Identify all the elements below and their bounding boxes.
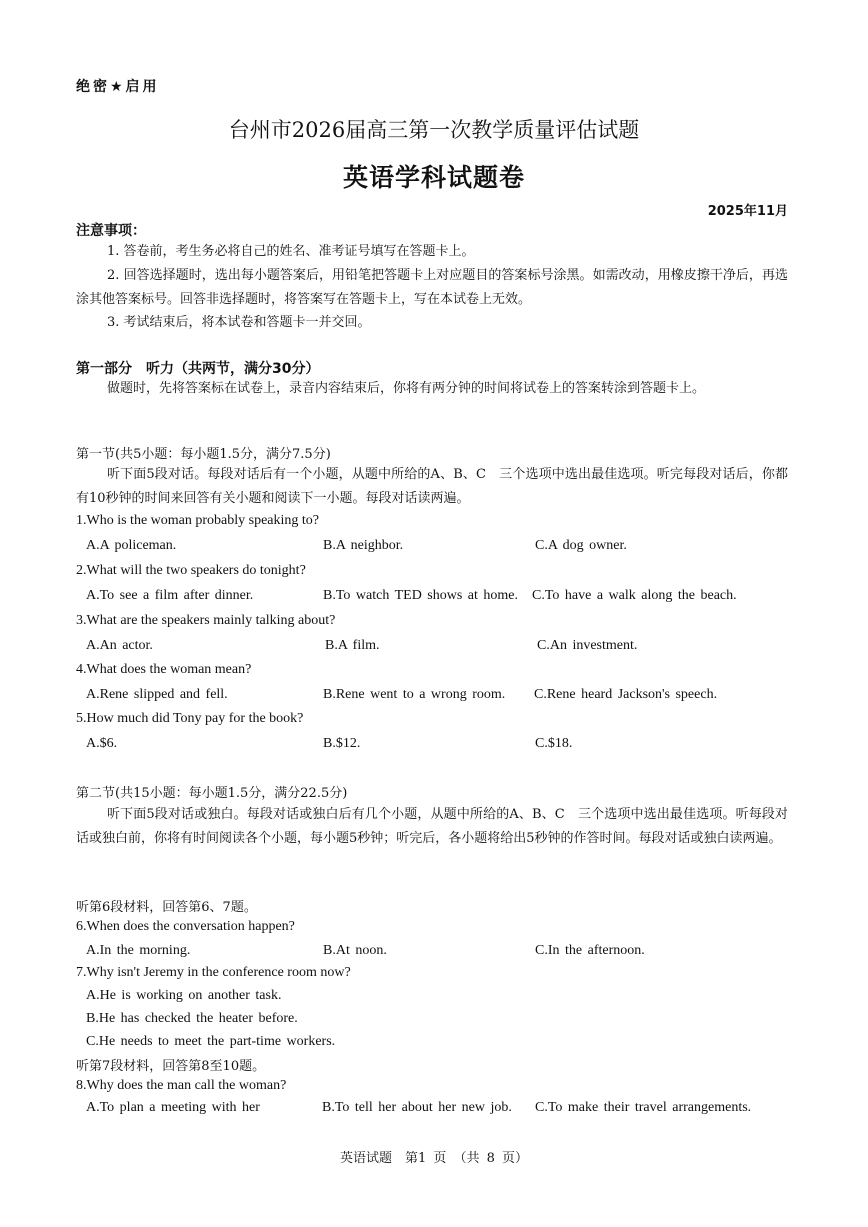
section1-intro: 听下面5段对话。每段对话后有一个小题，从题中所给的A、B、C 三个选项中选出最佳选项。听完每段对话后，你都有10秒钟的时间来回答有关小题和阅读下一小题。每段对话读两遍。	[76, 467, 788, 506]
q3-option-c: C.An investment.	[537, 638, 638, 653]
notice-heading: 注意事项：	[76, 223, 146, 239]
q3-option-a: A.An actor.	[86, 638, 153, 653]
q3-option-b: B.A film.	[325, 638, 380, 653]
q4-option-a: A.Rene slipped and fell.	[86, 687, 228, 702]
material-7-label: 听第7段材料，回答第8至10题。	[76, 1059, 266, 1074]
q2-option-c: C.To have a walk along the beach.	[532, 588, 737, 603]
q4-option-c: C.Rene heard Jackson's speech.	[534, 687, 718, 702]
question-2: 2.What will the two speakers do tonight?	[76, 563, 306, 578]
q1-option-b: B.A neighbor.	[323, 538, 404, 553]
q8-option-c: C.To make their travel arrangements.	[535, 1100, 752, 1115]
section2-intro: 听下面5段对话或独白。每段对话或独白后有几个小题，从题中所给的A、B、C 三个选项中选出最佳选项。听每段对话或独白前，你将有时间阅读各个小题，每小题5秒钟；听完后，各小题将给出5秒钟的作答时间。每段对话或独白读两遍。	[76, 807, 788, 846]
confidential-mark: 绝密★启用	[76, 79, 160, 95]
section2-heading: 第二节(共15小题：每小题1.5分，满分22.5分)	[76, 786, 348, 801]
section1-heading: 第一节(共5小题：每小题1.5分，满分7.5分)	[76, 447, 331, 462]
question-5: 5.How much did Tony pay for the book?	[76, 711, 304, 726]
q8-option-a: A.To plan a meeting with her	[86, 1100, 260, 1115]
q6-option-c: C.In the afternoon.	[535, 943, 645, 958]
q7-option-c: C.He needs to meet the part-time workers.	[86, 1034, 336, 1049]
q8-option-b: B.To tell her about her new job.	[322, 1100, 512, 1115]
exam-title: 台州市2026届高三第一次教学质量评估试题	[228, 118, 640, 142]
q4-option-b: B.Rene went to a wrong room.	[323, 687, 506, 702]
q7-option-b: B.He has checked the heater before.	[86, 1011, 298, 1026]
exam-date: 2025年11月	[707, 204, 788, 219]
question-7: 7.Why isn't Jeremy in the conference room now?	[76, 965, 351, 980]
part1-intro: 做题时，先将答案标在试卷上，录音内容结束后，你将有两分钟的时间将试卷上的答案转涂到答题卡上。	[107, 381, 706, 396]
q5-option-a: A.$6.	[86, 736, 118, 751]
material-6-label: 听第6段材料，回答第6、7题。	[76, 900, 257, 915]
q1-option-c: C.A dog owner.	[535, 538, 627, 553]
q1-option-a: A.A policeman.	[86, 538, 177, 553]
q6-option-a: A.In the morning.	[86, 943, 191, 958]
question-6: 6.When does the conversation happen?	[76, 919, 295, 934]
question-8: 8.Why does the man call the woman?	[76, 1078, 287, 1093]
question-1: 1.Who is the woman probably speaking to?	[76, 513, 320, 528]
q7-option-a: A.He is working on another task.	[86, 988, 282, 1003]
page-footer: 英语试题 第1 页 （共 8 页）	[339, 1151, 529, 1166]
notice-item-3: 3. 考试结束后，将本试卷和答题卡一并交回。	[107, 315, 371, 330]
notice-item-1: 1. 答卷前，考生务必将自己的姓名、准考证号填写在答题卡上。	[107, 244, 475, 259]
q2-option-b: B.To watch TED shows at home.	[323, 588, 519, 603]
q2-option-a: A.To see a film after dinner.	[86, 588, 254, 603]
question-3: 3.What are the speakers mainly talking about?	[76, 613, 336, 628]
q6-option-b: B.At noon.	[323, 943, 387, 958]
part1-heading: 第一部分 听力（共两节，满分30分）	[76, 361, 320, 377]
notice-item-2: 2. 回答选择题时，选出每小题答案后，用铅笔把答题卡上对应题目的答案标号涂黑。如需改动，用橡皮擦干净后，再选涂其他答案标号。回答非选择题时，将答案写在答题卡上，写在本试卷上无效。	[76, 268, 788, 307]
question-4: 4.What does the woman mean?	[76, 662, 252, 677]
q5-option-b: B.$12.	[323, 736, 361, 751]
q5-option-c: C.$18.	[535, 736, 573, 751]
exam-subtitle: 英语学科试题卷	[342, 163, 525, 192]
